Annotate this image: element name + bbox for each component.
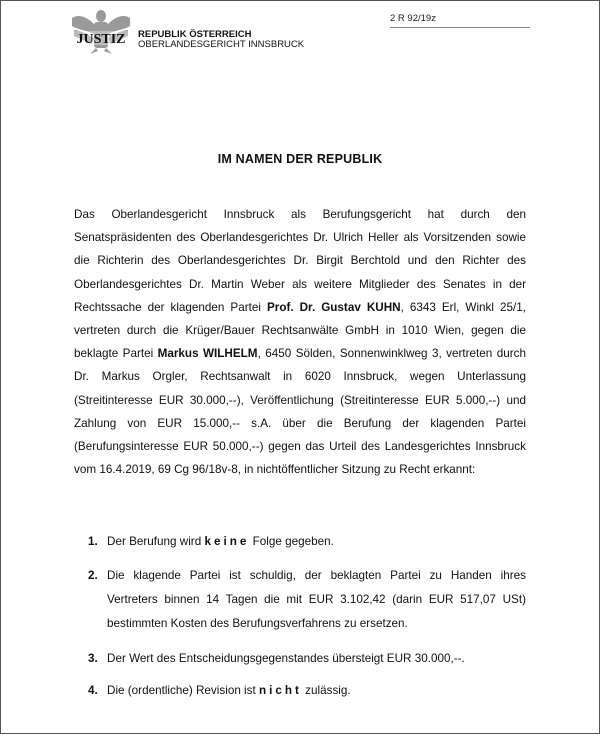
ruling-emphasis: nicht [259, 684, 302, 697]
intro-line: (Streitinteresse EUR 30.000,--), Veröffentlichung (Streitinteresse EUR 5.000,--) und [74, 393, 526, 407]
logo-text: JUSTIZ [76, 32, 126, 47]
defendant-name: Markus WILHELM [157, 347, 258, 361]
ruling-line: Vertreters binnen 14 Tagen die mit EUR 3.102,42 (darin EUR 517,07 USt) [107, 593, 526, 606]
intro-paragraph [74, 203, 526, 481]
ruling-number: 4. [88, 684, 98, 697]
ruling-text [107, 684, 526, 698]
ruling-line: bestimmten Kosten des Berufungsverfahrens zu ersetzen. [107, 617, 408, 630]
intro-line: Dr. Markus Orgler, Rechtsanwalt in 6020 Innsbruck, wegen Unterlassung [74, 370, 526, 384]
ruling-text [107, 564, 526, 636]
document-number: 2 R 92/19z [390, 13, 436, 24]
judgment-heading: IM NAMEN DER REPUBLIK [217, 152, 383, 166]
ruling-text [107, 535, 526, 549]
ruling-text-part: Die (ordentliche) Revision ist [107, 684, 259, 697]
intro-line: Senatspräsidenten des Oberlandesgerichtes Dr. Ulrich Heller als Vorsitzenden sowie [74, 231, 526, 245]
ruling-text-part: Folge gegeben. [249, 535, 334, 548]
plaintiff-name: Prof. Dr. Gustav KUHN [266, 300, 401, 314]
intro-text: beklagte Partei [74, 347, 158, 361]
intro-text: , 6343 Erl, Winkl 25/1, [400, 300, 526, 314]
court-line-court: OBERLANDESGERICHT INNSBRUCK [138, 39, 305, 50]
ruling-text-part: zulässig. [301, 684, 351, 697]
ruling-number: 1. [88, 535, 98, 548]
intro-line: vom 16.4.2019, 69 Cg 96/18v-8, in nichtöffentlicher Sitzung zu Recht erkannt: [74, 463, 476, 477]
court-line-republic: REPUBLIK ÖSTERREICH [138, 29, 252, 40]
ruling-line: Die klagende Partei ist schuldig, der beklagten Partei zu Handen ihres [107, 569, 526, 582]
intro-text: Rechtssache der klagenden Partei [74, 300, 267, 314]
intro-line [74, 342, 526, 365]
intro-line: (Berufungsinteresse EUR 50.000,--) gegen das Urteil des Landesgerichtes Innsbruck [74, 440, 526, 454]
intro-line: Zahlung von EUR 15.000,-- s.A. über die Berufung der klagenden Partei [74, 416, 526, 430]
intro-line: die Richterin des Oberlandesgerichtes Dr. Birgit Berchtold und den Richter des [74, 254, 526, 268]
court-name [138, 30, 304, 50]
intro-line [74, 296, 526, 319]
ruling-emphasis: keine [204, 535, 250, 548]
intro-line: vertreten durch die Krüger/Bauer Rechtsanwälte GmbH in 1010 Wien, gegen die [74, 324, 526, 338]
justiz-eagle-logo [70, 8, 132, 54]
ruling-text-part: Der Berufung wird [107, 535, 205, 548]
ruling-number: 3. [88, 652, 98, 665]
intro-line: Das Oberlandesgericht Innsbruck als Berufungsgericht hat durch den [74, 208, 526, 221]
ruling-number: 2. [88, 569, 98, 582]
intro-line: Oberlandesgerichtes Dr. Martin Weber als weitere Mitglieder des Senates in der [74, 277, 526, 291]
header-divider [390, 27, 530, 28]
ruling-text: Der Wert des Entscheidungsgegenstandes übersteigt EUR 30.000,--. [107, 652, 465, 665]
intro-text: , 6450 Sölden, Sonnenwinklweg 3, vertreten durch [257, 347, 527, 361]
